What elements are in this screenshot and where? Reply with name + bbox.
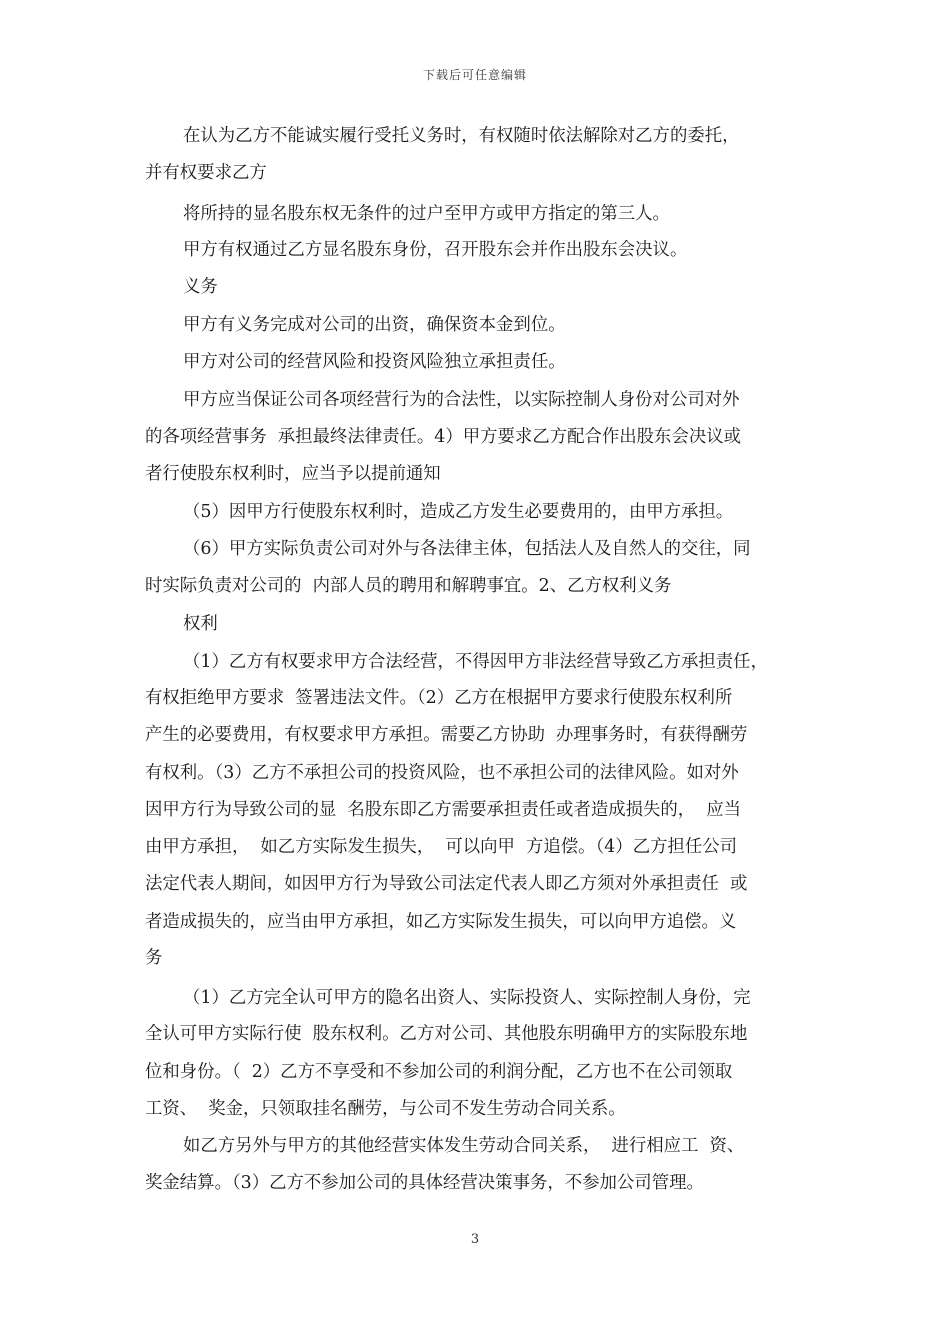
body-line: 甲方有义务完成对公司的出资，确保资本金到位。 [183,315,566,335]
body-line: 权利 [183,614,218,634]
body-line: 工资、 奖金，只领取挂名酬劳，与公司不发生劳动合同关系。 [145,1099,626,1119]
body-line: 由甲方承担， 如乙方实际发生损失， 可以向甲 方追偿。（4）乙方担任公司 [145,837,738,857]
body-line: 甲方对公司的经营风险和投资风险独立承担责任。 [183,352,566,372]
body-line: 时实际负责对公司的 内部人员的聘用和解聘事宜。2、乙方权利义务 [145,576,672,596]
body-line: 如乙方另外与甲方的其他经营实体发生劳动合同关系， 进行相应工 资、 [183,1136,745,1156]
body-line: 在认为乙方不能诚实履行受托义务时，有权随时依法解除对乙方的委托， [183,126,740,146]
page-header: 下载后可任意编辑 [422,68,527,82]
body-line: 有权拒绝甲方要求 签署违法文件。（2）乙方在根据甲方要求行使股东权利所 [145,688,733,708]
body-line: 者造成损失的，应当由甲方承担，如乙方实际发生损失，可以向甲方追偿。义 [145,912,737,932]
body-line: 因甲方行为导致公司的显 名股东即乙方需要承担责任或者造成损失的， 应当 [145,800,742,820]
body-line: 法定代表人期间，如因甲方行为导致公司法定代表人即乙方须对外承担责任 或 [145,874,748,894]
body-line: （6）甲方实际负责公司对外与各法律主体，包括法人及自然人的交往，同 [183,539,751,559]
body-line: 者行使股东权利时，应当予以提前通知 [145,464,441,484]
body-line: 并有权要求乙方 [145,163,267,183]
body-line: 产生的必要费用，有权要求甲方承担。需要乙方协助 办理事务时，有获得酬劳 [145,725,748,745]
body-line: 有权利。（3）乙方不承担公司的投资风险，也不承担公司的法律风险。如对外 [145,763,739,783]
body-line: 奖金结算。（3）乙方不参加公司的具体经营决策事务，不参加公司管理。 [145,1173,704,1193]
page-number: 3 [470,1232,480,1247]
body-line: 的各项经营事务 承担最终法律责任。4）甲方要求乙方配合作出股东会决议或 [145,427,742,447]
body-line: 将所持的显名股东权无条件的过户至甲方或甲方指定的第三人。 [183,204,670,224]
body-line: （5）因甲方行使股东权利时，造成乙方发生必要费用的，由甲方承担。 [183,502,734,522]
body-line: 义务 [183,277,218,297]
body-line: 位和身份。（ 2）乙方不享受和不参加公司的利润分配，乙方也不在公司领取 [145,1062,733,1082]
body-line: 甲方有权通过乙方显名股东身份，召开股东会并作出股东会决议。 [183,240,688,260]
body-line: 甲方应当保证公司各项经营行为的合法性，以实际控制人身份对公司对外 [183,390,740,410]
body-line: （1）乙方有权要求甲方合法经营，不得因甲方非法经营导致乙方承担责任， [183,652,768,672]
body-line: 务 [145,948,163,968]
body-line: （1）乙方完全认可甲方的隐名出资人、实际投资人、实际控制人身份，完 [183,988,751,1008]
body-line: 全认可甲方实际行使 股东权利。乙方对公司、其他股东明确甲方的实际股东地 [145,1024,748,1044]
